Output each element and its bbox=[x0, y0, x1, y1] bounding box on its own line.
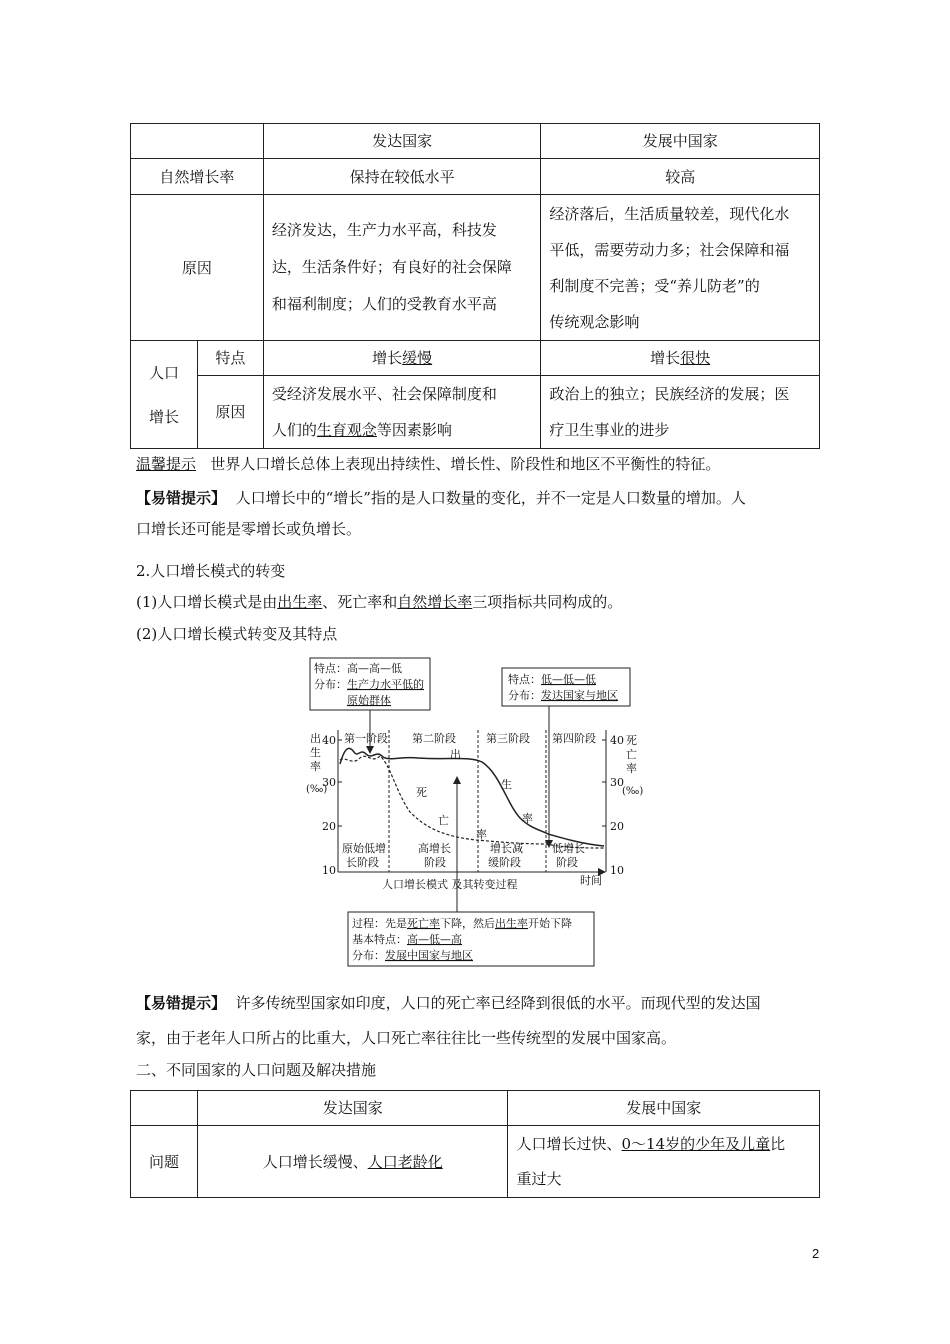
cause-label: 原因 bbox=[197, 376, 263, 449]
feature-developing: 增长很快 bbox=[541, 341, 820, 376]
right-axis-unit: (‰) bbox=[622, 786, 644, 797]
header-developed: 发达国家 bbox=[197, 1091, 508, 1126]
death-curve-label: 率 bbox=[476, 828, 487, 841]
tip-error-label: 【易错提示】 bbox=[136, 994, 227, 1012]
row-label-problem: 问题 bbox=[131, 1126, 198, 1198]
problem-developing: 人口增长过快、0～14岁的少年及儿童比 重过大 bbox=[508, 1126, 820, 1198]
right-axis-label: 率 bbox=[626, 762, 637, 775]
reason-developing-line: 平低，需要劳动力多；社会保障和福 bbox=[549, 240, 790, 259]
problem-developed: 人口增长缓慢、人口老龄化 bbox=[197, 1126, 508, 1198]
left-tick: 10 bbox=[322, 864, 336, 877]
population-growth-model-diagram bbox=[300, 652, 644, 970]
right-tick: 10 bbox=[610, 864, 624, 877]
rate-developed: 保持在较低水平 bbox=[263, 159, 541, 195]
stage-name: 原始低增 bbox=[342, 842, 386, 855]
reason-developed-line: 和福利制度；人们的受教育水平高 bbox=[271, 295, 497, 313]
table-population-problems bbox=[130, 1090, 820, 1198]
tip-error-text: 人口增长中的“增长”指的是人口数量的变化，并不一定是人口数量的增加。人 bbox=[235, 489, 746, 507]
diagram-caption: 人口增长模式 及其转变过程 bbox=[382, 878, 518, 891]
left-tick: 20 bbox=[322, 820, 336, 833]
row-label-reason: 原因 bbox=[131, 195, 264, 341]
reason-developed bbox=[263, 195, 541, 341]
stage-label: 第四阶段 bbox=[552, 732, 596, 745]
reason-developed-line: 经济发达，生产力水平高，科技发 bbox=[271, 221, 497, 239]
tip-error-label: 【易错提示】 bbox=[136, 489, 227, 507]
growth-label-top: 人口 bbox=[148, 363, 179, 382]
tip-warm-text: 世界人口增长总体上表现出持续性、增长性、阶段性和地区不平衡性的特征。 bbox=[210, 455, 721, 473]
death-rate-curve bbox=[340, 756, 604, 848]
right-axis-label: 亡 bbox=[626, 748, 637, 761]
death-curve-label: 死 bbox=[416, 786, 427, 799]
reason-developing-line: 传统观念影响 bbox=[549, 312, 640, 331]
box-bottom-line1: 过程：先是死亡率下降，然后出生率开始下降 bbox=[352, 917, 572, 930]
header-developed: 发达国家 bbox=[263, 124, 541, 159]
birth-curve-label: 生 bbox=[501, 778, 512, 791]
birth-curve-label: 率 bbox=[522, 812, 533, 825]
reason-developed-line: 达，生活条件好；有良好的社会保障 bbox=[271, 258, 512, 276]
section-title-2: 2.人口增长模式的转变 bbox=[136, 562, 286, 580]
section-item-1: (1)人口增长模式是由出生率、死亡率和自然增长率三项指标共同构成的。 bbox=[136, 593, 623, 611]
tip-warm bbox=[136, 449, 826, 480]
tip-error-text: 口增长还可能是零增长或负增长。 bbox=[136, 520, 362, 538]
stage-name: 阶段 bbox=[424, 856, 446, 869]
box-right-line2: 分布：发达国家与地区 bbox=[508, 689, 618, 702]
death-curve-label: 亡 bbox=[438, 814, 449, 827]
cause-developed bbox=[263, 376, 541, 449]
tip-error-1 bbox=[136, 483, 826, 545]
reason-developing bbox=[541, 195, 820, 341]
cause-developing-line: 疗卫生事业的进步 bbox=[549, 421, 670, 439]
birth-rate-curve bbox=[340, 748, 604, 846]
box-left-line3: 原始群体 bbox=[347, 694, 391, 707]
stage-label: 第一阶段 bbox=[344, 732, 388, 745]
tip-error-text: 家，由于老年人口所占的比重大，人口死亡率往往比一些传统型的发展中国家高。 bbox=[136, 1029, 677, 1047]
left-axis-label: 率 bbox=[310, 760, 321, 773]
left-tick: 40 bbox=[322, 734, 336, 747]
cause-developed-line: 人们的生育观念等因素影响 bbox=[271, 421, 452, 439]
row-label-rate: 自然增长率 bbox=[131, 159, 264, 195]
feature-label: 特点 bbox=[197, 341, 263, 376]
section-title-3: 二、不同国家的人口问题及解决措施 bbox=[136, 1061, 377, 1079]
reason-developing-line: 经济落后，生活质量较差，现代化水 bbox=[549, 204, 790, 223]
tip-warm-label: 温馨提示 bbox=[136, 455, 197, 473]
right-tick: 40 bbox=[610, 734, 624, 747]
left-axis-label: 出 bbox=[310, 732, 321, 745]
right-tick: 30 bbox=[610, 776, 624, 789]
stage-name: 阶段 bbox=[556, 856, 578, 869]
cause-developing-line: 政治上的独立；民族经济的发展；医 bbox=[549, 385, 790, 403]
section-item-2: (2)人口增长模式转变及其特点 bbox=[136, 625, 338, 643]
box-left-line2: 分布：生产力水平低的 bbox=[314, 678, 424, 691]
stage-label: 第二阶段 bbox=[412, 732, 456, 745]
box-right-line1: 特点：低—低—低 bbox=[508, 673, 596, 686]
left-axis-unit: (‰) bbox=[306, 784, 328, 795]
stage-label: 第三阶段 bbox=[486, 732, 530, 745]
row-label-growth bbox=[131, 341, 198, 449]
tip-error-2 bbox=[136, 986, 826, 1056]
stage-name: 长阶段 bbox=[346, 856, 379, 869]
stage-name: 低增长 bbox=[552, 842, 585, 855]
time-axis-label: 时间 bbox=[580, 874, 602, 887]
rate-developing: 较高 bbox=[541, 159, 820, 195]
stage-name: 高增长 bbox=[418, 842, 451, 855]
table-population-growth bbox=[130, 123, 820, 449]
header-developing: 发展中国家 bbox=[508, 1091, 820, 1126]
stage-name: 增长减 bbox=[490, 842, 523, 855]
box-bottom-line3: 分布：发展中国家与地区 bbox=[352, 949, 473, 962]
box-bottom-line2: 基本特点：高—低—高 bbox=[352, 933, 462, 946]
header-blank bbox=[131, 1091, 198, 1126]
left-axis-label: 生 bbox=[310, 746, 321, 759]
header-blank bbox=[131, 124, 264, 159]
tip-error-text: 许多传统型国家如印度，人口的死亡率已经降到很低的水平。而现代型的发达国 bbox=[235, 994, 761, 1012]
left-tick: 30 bbox=[322, 776, 336, 789]
growth-label-bottom: 增长 bbox=[148, 407, 179, 426]
stage-name: 缓阶段 bbox=[488, 856, 521, 869]
cause-developing bbox=[541, 376, 820, 449]
page-number: 2 bbox=[812, 1246, 820, 1261]
header-developing: 发展中国家 bbox=[541, 124, 820, 159]
feature-developed: 增长缓慢 bbox=[263, 341, 541, 376]
right-tick: 20 bbox=[610, 820, 624, 833]
right-axis-label: 死 bbox=[626, 734, 637, 747]
birth-curve-label: 出 bbox=[450, 748, 461, 761]
cause-developed-line: 受经济发展水平、社会保障制度和 bbox=[271, 385, 497, 403]
box-left-line1: 特点：高—高—低 bbox=[314, 662, 402, 675]
reason-developing-line: 利制度不完善；受“养儿防老”的 bbox=[549, 276, 760, 295]
